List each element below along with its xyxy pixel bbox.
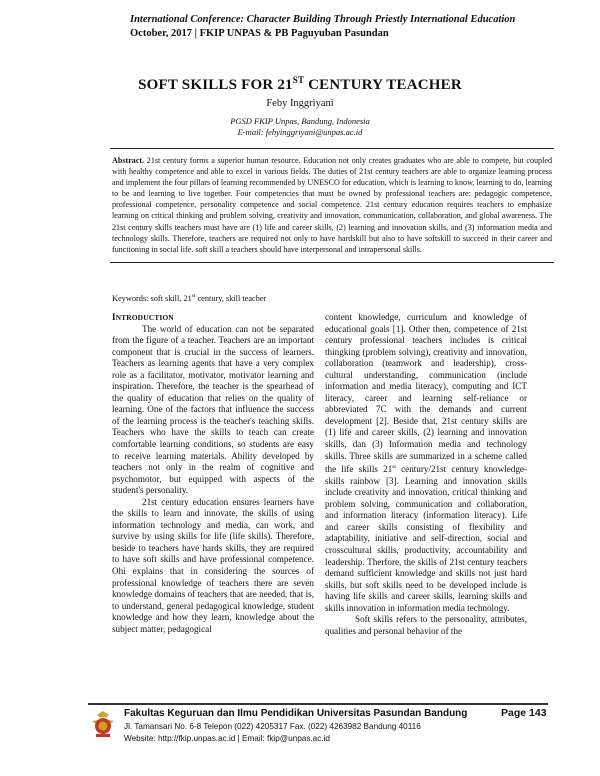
footer-address: Jl. Tamansari No. 6-8 Telepon (022) 4205317 Fax. (022) 4263982 Bandung 40116: [124, 722, 421, 731]
intro-paragraph-3: content knowledge, curriculum and knowledge of educational goals [1]. Other then, competence of 21st century professional teachers includes is critical thingking (problem solving), creativity and innovation, collaboration (teamwork and leadership), cross-cultural understanding, communication (include information and media literacy), computing and ICT literacy, career and learning self-reliance or abbreviated 7C with the demands and current development [2]. Beside that, 21st century skills are (1) life and career skills, (2) learning and innovation skills, dan (3) Information media and technology skills. Three skills are summarized in a scheme called the life skills 21st century/21st century knowledge-skills rainbow [3]. Learning and innovation skills include creativity and innovation, critical thinking and problem solving, communication and collaboration, and information literacy (information literacy). Life and career skills consisting of flexibility and adaptability, initiative and self-direction, social and crosscultural skills, productivity, accountability and leadership. Therfore, the skills of 21st century teachers demand sufficient knowledge and skills not just hard skills, but soft skills need to be developed include is having life skills and career skills, learning skills and skills innovation in information media technology.: [325, 312, 528, 613]
intro-paragraph-1: The world of education can not be separated from the figure of a teacher. Teachers are an important component that is crucial in the success of learners. Teachers as learning agents that have a very complex role as a facilitator, motivator, motivator learning and inspiration. Therefore, the teacher is the spearhead of the quality of education that relies on the quality of learning. One of the factors that influence the success of the learning process is the teacher's teaching skills. Teachers who have the skills to teach can create comfortable learning conditions, so students are easy to receive learning materials. Ability developed by teachers not only in the realm of cognitive and psychomotor, but equipped with aspects of the student's personality.: [112, 323, 314, 496]
university-emblem-icon: [88, 709, 118, 739]
footer-institution: Fakultas Keguruan dan Ilmu Pendidikan Universitas Pasundan Bandung: [124, 708, 468, 719]
section-heading-introduction: INTRODUCTION: [112, 312, 174, 322]
left-column: [112, 312, 314, 635]
author-email: E-mail: febyinggriyani@unpas.ac.id: [237, 127, 363, 137]
page-number: Page 143: [501, 707, 547, 719]
abstract: [110, 148, 554, 263]
intro-paragraph-4: Soft skills refers to the personality, attributes, qualities and personal behavior of the: [325, 614, 527, 636]
intro-paragraph-2: 21st century education ensures learners have the skills to learn and innovate, the skills of using information technology and media, can work, and survive by using skills for life (life skills). Therefore, beside to teachers have hards skills, they are required to have soft skills and have professional competence. Ohi explains that in considering the sources of professional knowledge of teachers there are seven knowledge domains of teachers that are needed, that is, to understand, general pedagogical knowledge, student knowledge and how they learn, knowledge about the subject matter, pedagogical: [112, 496, 314, 634]
keywords: Keywords: soft skill, 21st century, skill teacher: [112, 293, 267, 303]
abstract-text: 21st century forms a superior human resource. Education not only creates graduates who are able to compete, but coupled with healthy competence and able to excel in various fields. The duties of 21st century teachers are able to organize learning process and implement the four pillars of learning recommended by UNESCO for education, which is learning to know, learning to do, learning to be and learning to live together. Four competencies that must be owned by professional teachers are: pedagogic competence, professional competence, personality competence and social competence. 21st century education requires teachers to emphasize learning on critical thinking and problem solving, creativity and innovation, communication, collaboration, and global awareness. The 21st century skills teachers must have are (1) life and career skills, (2) learning and innovation skills, and (3) information media and technology skills. Therefore, teachers are required not only to have hardskill but also to have softskill to succeed in their career and functioning in social life. soft skill a teachers should have interpersonal and intrapersonal skills.: [112, 156, 552, 254]
author-name: Feby Inggriyani: [266, 98, 334, 109]
footer-contact: Website: http://fkip.unpas.ac.id | Email: fkip@unpas.ac.id: [124, 734, 330, 743]
footer-rule: [88, 703, 548, 705]
right-column: [325, 312, 527, 637]
abstract-label: Abstract.: [112, 156, 145, 165]
paper-title: SOFT SKILLS FOR 21ST CENTURY TEACHER: [138, 75, 462, 93]
running-header-date: October, 2017 | FKIP UNPAS & PB Paguyuban Pasundan: [130, 28, 389, 39]
author-affiliation: PGSD FKIP Unpas, Bandung, Indonesia: [230, 116, 370, 126]
running-header-conference: International Conference: Character Building Through Priestly International Education: [130, 14, 516, 25]
